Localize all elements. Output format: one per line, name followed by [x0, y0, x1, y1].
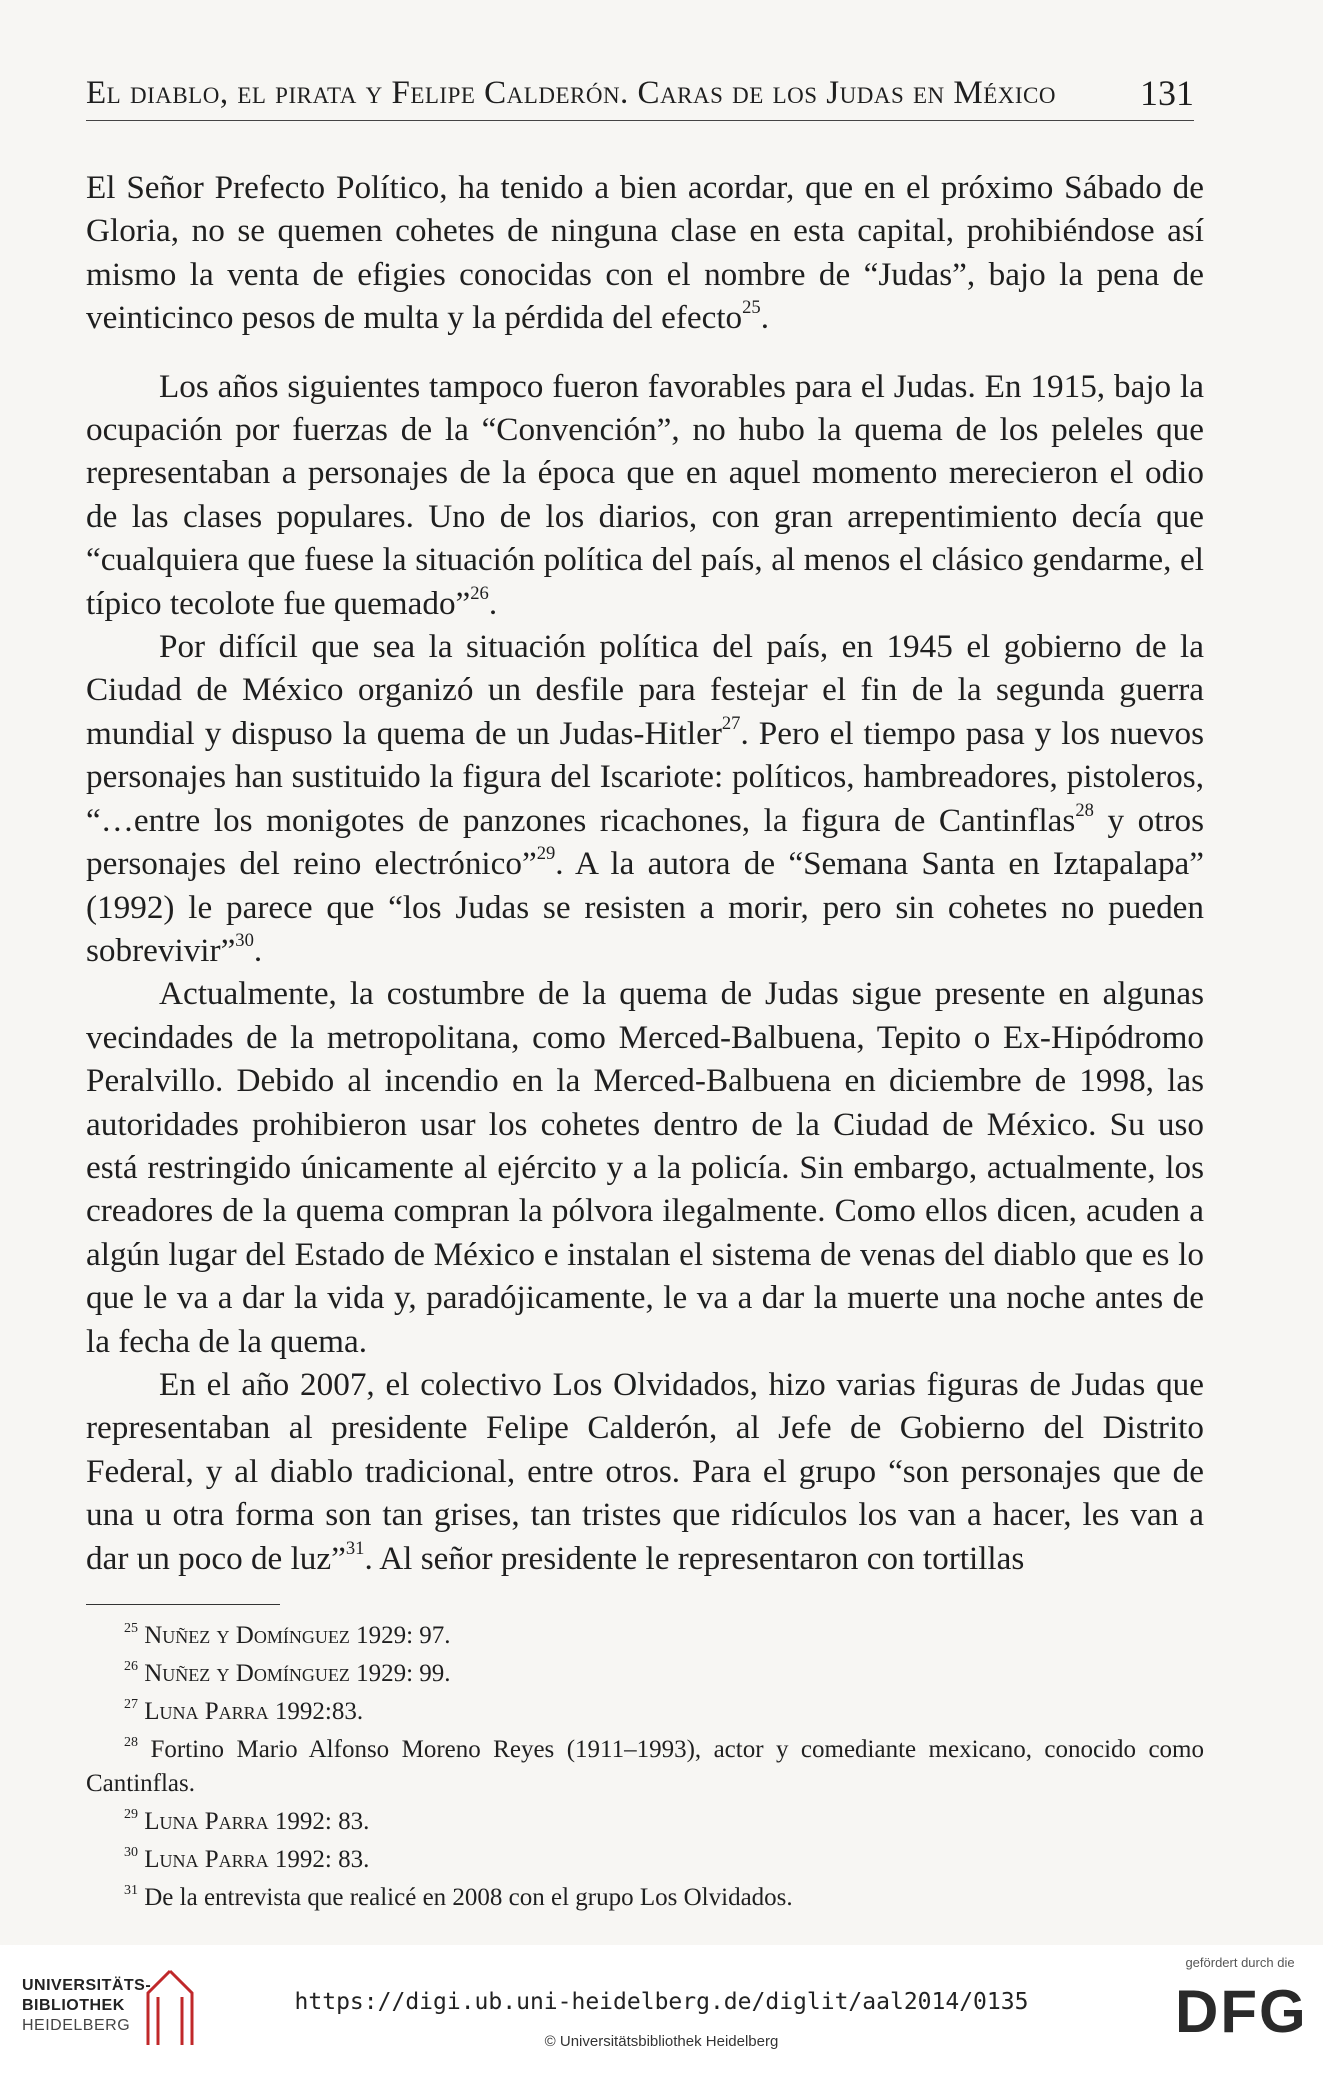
- footnote-ref[interactable]: 28: [1075, 799, 1094, 821]
- footnote-number: 26: [124, 1658, 138, 1674]
- footnote: [86, 1733, 1204, 1801]
- footnote: [86, 1843, 1204, 1877]
- footnote-number: 25: [124, 1620, 138, 1636]
- footnote-ref[interactable]: 30: [235, 930, 254, 952]
- digitization-footer: [0, 1945, 1323, 2075]
- footnote-ref[interactable]: 25: [742, 297, 761, 319]
- footnote: [86, 1695, 1204, 1729]
- paragraph-text: El Señor Prefecto Político, ha tenido a bien acordar, que en el próximo Sábado de Gloria, no se quemen cohetes de ninguna clase en esta capital, prohibiéndose así mismo la venta de efigies conocidas con el nombre de “Judas”, bajo la pena de veinticinco pesos de multa y la pérdida del efecto: [86, 169, 1204, 337]
- paragraph-text: . Pero el tiempo pasa y los nuevos personajes han sustituido la figura del Iscariote: políticos, hambreadores, pistoleros, “…entre los monigotes de panzones ricachones, la figura de Cantinflas: [86, 714, 1204, 839]
- footnote-ref[interactable]: 26: [470, 582, 489, 604]
- footnote-divider: [86, 1604, 280, 1605]
- paragraph-text: .: [253, 931, 263, 969]
- paragraph: [86, 972, 1204, 1363]
- running-head: [86, 73, 1194, 121]
- footnote: [86, 1881, 1204, 1915]
- paragraph-text: Por difícil que sea la situación política del país, en 1945 el gobierno de la Ciudad de México organizó un desfile para festejar el fin de la segunda guerra mundial y dispuso la quema de un Judas-Hitler: [86, 628, 1204, 752]
- footnote-number: 27: [124, 1696, 138, 1712]
- footnote-text: Luna Parra 1992: 83.: [144, 1808, 370, 1835]
- paragraph: [86, 625, 1204, 972]
- page-number: 131: [1140, 73, 1194, 113]
- dfg-logo[interactable]: [1175, 1955, 1308, 2065]
- footnote-number: 29: [124, 1806, 138, 1822]
- block-quote-paragraph: [86, 166, 1204, 340]
- paragraph-text: .: [760, 299, 770, 337]
- footnote-text: Fortino Mario Alfonso Moreno Reyes (1911–1993), actor y comediante mexicano, conocido como Cantinflas.: [86, 1736, 1204, 1797]
- footnote-ref[interactable]: 27: [721, 713, 741, 735]
- funder-name: DFG: [1175, 1978, 1308, 2045]
- footnote-text: Luna Parra 1992:83.: [144, 1698, 364, 1725]
- footnote: [86, 1619, 1204, 1653]
- footnote-text: Luna Parra 1992: 83.: [144, 1846, 370, 1873]
- paragraph-text: . A la autora de “Semana Santa en Iztapalapa” (1992) le parece que “los Judas se resisten a morir, pero sin cohetes no pueden sobrevivir”: [86, 845, 1204, 969]
- library-name-line: BIBLIOTHEK: [22, 1997, 125, 2014]
- footnote: [86, 1805, 1204, 1839]
- paragraph: [86, 365, 1204, 625]
- paragraph-text: Actualmente, la costumbre de la quema de Judas sigue presente en algunas vecindades de la metropolitana, como Merced-Balbuena, Tepito o Ex-Hipódromo Peralvillo. Debido al incendio en la Merced-Balbuena en diciembre de 1998, las autoridades prohibieron usar los cohetes dentro de la Ciudad de México. Su uso está restringido únicamente al ejército y a la policía. Sin embargo, actualmente, los creadores de la quema compran la pólvora ilegalmente. Como ellos dicen, acuden a algún lugar del Estado de México e instalan el sistema de venas del diablo que es lo que le va a dar la vida y, paradójicamente, le va a dar la muerte una noche antes de la fecha de la quema.: [86, 975, 1204, 1360]
- footnote-number: 28: [124, 1734, 138, 1750]
- paragraph-text: Los años siguientes tampoco fueron favorables para el Judas. En 1915, bajo la ocupación por fuerzas de la “Convención”, no hubo la quema de los peleles que representaban a personajes de la época que en aquel momento merecieron el odio de las clases populares. Uno de los diarios, con gran arrepentimiento decía que “cualquiera que fuese la situación política del país, al menos el clásico gendarme, el típico tecolote fue quemado”: [86, 367, 1204, 622]
- footnote-ref[interactable]: 29: [536, 843, 556, 865]
- footnote-text: De la entrevista que realicé en 2008 con el grupo Los Olvidados.: [144, 1884, 793, 1911]
- paragraph-text: .: [488, 584, 498, 622]
- footnote: [86, 1657, 1204, 1691]
- footnotes: [86, 1619, 1204, 1919]
- source-url-link[interactable]: https://digi.ub.uni-heidelberg.de/diglit/aal2014/0135: [294, 1989, 1029, 2015]
- footnote-text: Nuñez y Domínguez 1929: 99.: [144, 1660, 451, 1687]
- running-title: El diablo, el pirata y Felipe Calderón. Caras de los Judas en México: [86, 75, 1057, 111]
- library-name-line: UNIVERSITÄTS-: [22, 1977, 152, 1994]
- body-text: [86, 166, 1204, 1580]
- paragraph-text: . Al señor presidente le representaron con tortillas: [364, 1539, 1025, 1577]
- footnote-number: 31: [124, 1882, 138, 1898]
- paragraph-text: y otros personajes del reino electrónico”: [86, 801, 1205, 883]
- paragraph-text: En el año 2007, el colectivo Los Olvidados, hizo varias figuras de Judas que representaban al presidente Felipe Calderón, al Jefe de Gobierno del Distrito Federal, y al diablo tradicional, entre otros. Para el grupo “son personajes que de una u otra forma son tan grises, tan tristes que ridículos los van a hacer, les van a dar un poco de luz”: [86, 1365, 1204, 1577]
- library-name-line: HEIDELBERG: [22, 2017, 131, 2034]
- footnote-number: 30: [124, 1844, 138, 1860]
- footnote-text: Nuñez y Domínguez 1929: 97.: [144, 1622, 451, 1649]
- paragraph: [86, 1363, 1204, 1580]
- copyright-notice: © Universitätsbibliothek Heidelberg: [544, 2033, 779, 2050]
- footnote-ref[interactable]: 31: [345, 1537, 365, 1559]
- funder-caption: gefördert durch die: [1185, 1955, 1295, 1970]
